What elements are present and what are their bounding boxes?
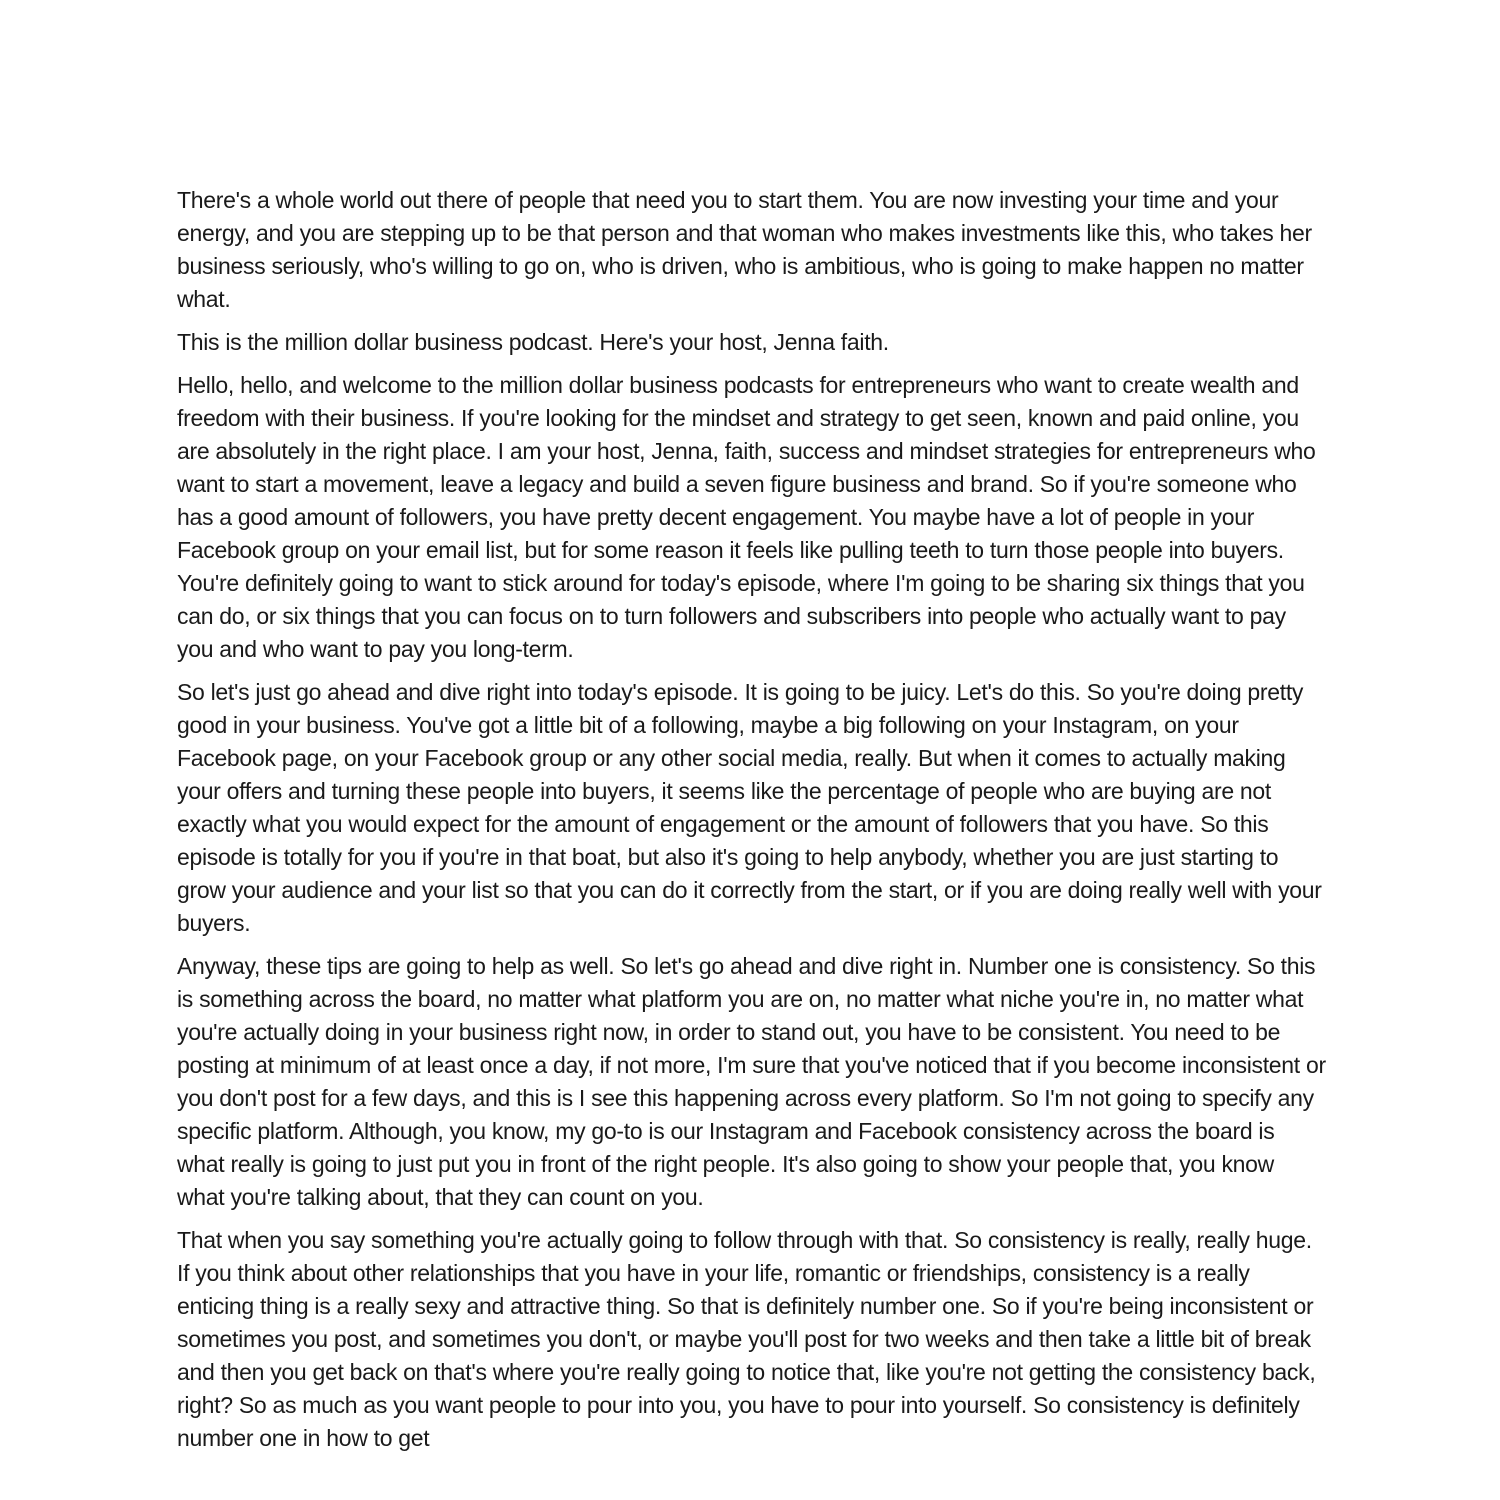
paragraph: That when you say something you're actually going to follow through with that. So consistency is really, really huge. If you think about other relationships that you have in your life, romantic or friendships, consistency is a really enticing thing is a really sexy and attractive thing. So that is definitely number one. So if you're being inconsistent or sometimes you post, and sometimes you don't, or maybe you'll post for two weeks and then take a little bit of break and then you get back on that's where you're really going to notice that, like you're not getting the consistency back, right? So as much as you want people to pour into you, you have to pour into yourself. So consistency is definitely number one in how to get [177, 1227, 1316, 1451]
paragraph: Anyway, these tips are going to help as well. So let's go ahead and dive right in. Number one is consistency. So this is something across the board, no matter what platform you are on, no matter what niche you're in, no matter what you're actually doing in your business right now, in order to stand out, you have to be consistent. You need to be posting at minimum of at least once a day, if not more, I'm sure that you've noticed that if you become inconsistent or you don't post for a few days, and this is I see this happening across every platform. So I'm not going to specify any specific platform. Although, you know, my go-to is our Instagram and Facebook consistency across the board is what really is going to just put you in front of the right people. It's also going to show your people that, you know what you're talking about, that they can count on you. [177, 953, 1326, 1210]
paragraph: Hello, hello, and welcome to the million dollar business podcasts for entrepreneurs who want to create wealth and freedom with their business. If you're looking for the mindset and strategy to get seen, known and paid online, you are absolutely in the right place. I am your host, Jenna, faith, success and mindset strategies for entrepreneurs who want to start a movement, leave a legacy and build a seven figure business and brand. So if you're someone who has a good amount of followers, you have pretty decent engagement. You maybe have a lot of people in your Facebook group on your email list, but for some reason it feels like pulling teeth to turn those people into buyers. You're definitely going to want to stick around for today's episode, where I'm going to be sharing six things that you can do, or six things that you can focus on to turn followers and subscribers into people who actually want to pay you and who want to pay you long-term. [177, 372, 1316, 662]
paragraph: This is the million dollar business podcast. Here's your host, Jenna faith. [177, 329, 889, 355]
paragraph: So let's just go ahead and dive right into today's episode. It is going to be juicy. Let's do this. So you're doing pretty good in your business. You've got a little bit of a following, maybe a big following on your Instagram, on your Facebook page, on your Facebook group or any other social media, really. But when it comes to actually making your offers and turning these people into buyers, it seems like the percentage of people who are buying are not exactly what you would expect for the amount of engagement or the amount of followers that you have. So this episode is totally for you if you're in that boat, but also it's going to help anybody, whether you are just starting to grow your audience and your list so that you can do it correctly from the start, or if you are doing really well with your buyers. [177, 679, 1322, 936]
paragraph: There's a whole world out there of people that need you to start them. You are now investing your time and your energy, and you are stepping up to be that person and that woman who makes investments like this, who takes her business seriously, who's willing to go on, who is driven, who is ambitious, who is going to make happen no matter what. [177, 187, 1312, 312]
document-content [177, 184, 1327, 1465]
